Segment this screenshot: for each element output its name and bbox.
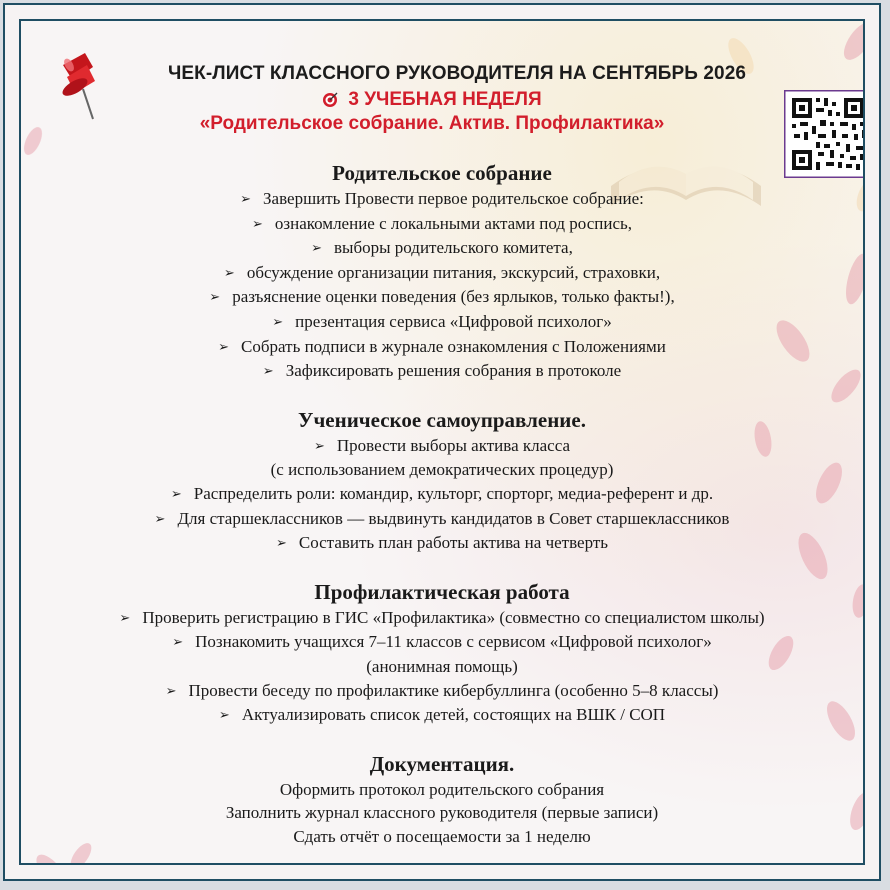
arrow-bullet-icon: ➢: [275, 535, 287, 551]
list-item-continuation: (с использованием демократических процедур): [270, 460, 614, 480]
list-item: Заполнить журнал классного руководителя (первые записи): [225, 803, 659, 823]
list-item: ➢ Зафиксировать решения собрания в протоколе: [21, 359, 863, 384]
target-icon: [322, 92, 338, 108]
list-item: ➢ Составить план работы актива на четверть: [21, 531, 863, 556]
page-title: ЧЕК-ЛИСТ КЛАССНОГО РУКОВОДИТЕЛЯ НА СЕНТЯБРЬ 2026: [167, 63, 747, 84]
section-title: Ученическое самоуправление.: [298, 407, 586, 432]
list-item: ➢ Познакомить учащихся 7–11 классов с сервисом «Цифровой психолог»: [21, 630, 863, 655]
arrow-bullet-icon: ➢: [154, 510, 166, 526]
list-item: ➢ Провести выборы актива класса: [21, 434, 863, 459]
section-title: Профилактическая работа: [314, 579, 570, 604]
list-item: ➢ Распределить роли: командир, культорг, спорторг, медиа-референт и др.: [21, 482, 863, 507]
arrow-bullet-icon: ➢: [262, 363, 274, 379]
week-text: 3 УЧЕБНАЯ НЕДЕЛЯ: [348, 89, 542, 110]
arrow-bullet-icon: ➢: [313, 437, 325, 453]
arrow-bullet-icon: ➢: [272, 313, 284, 329]
week-label: [21, 89, 843, 111]
section-parent-meeting: [21, 159, 863, 384]
section-prevention: [21, 578, 863, 728]
arrow-bullet-icon: ➢: [218, 338, 230, 354]
checklist-content: [21, 159, 863, 865]
checklist-card: [19, 19, 865, 865]
list-item: ➢ Для старшеклассников — выдвинуть кандидатов в Совет старшеклассников: [21, 507, 863, 532]
list-item: Сдать отчёт о посещаемости за 1 неделю: [293, 826, 591, 846]
arrow-bullet-icon: ➢: [165, 682, 177, 698]
section-student-government: [21, 406, 863, 556]
arrow-bullet-icon: ➢: [240, 191, 252, 206]
list-item: ➢ обсуждение организации питания, экскурсий, страховки,: [21, 261, 863, 286]
list-item: ➢ Собрать подписи в журнале ознакомления с Положениями: [21, 335, 863, 360]
list-item-continuation: (анонимная помощь): [366, 656, 518, 676]
section-documentation: [21, 750, 863, 849]
list-item: ➢ Актуализировать список детей, состоящих на ВШК / СОП: [21, 703, 863, 728]
list-item: ➢ ознакомление с локальными актами под роспись,: [21, 212, 863, 237]
arrow-bullet-icon: ➢: [172, 634, 184, 650]
list-item: ➢ Проверить регистрацию в ГИС «Профилактика» (совместно со специалистом школы): [21, 606, 863, 631]
arrow-bullet-icon: ➢: [311, 240, 323, 256]
list-item: ➢ выборы родительского комитета,: [21, 236, 863, 261]
arrow-bullet-icon: ➢: [170, 485, 182, 501]
section-title: Документация.: [369, 751, 515, 776]
list-item: ➢ Завершить Провести первое родительское собрание:: [21, 187, 863, 212]
list-item: ➢ разъяснение оценки поведения (без ярлыков, только факты!),: [21, 285, 863, 310]
arrow-bullet-icon: ➢: [251, 215, 263, 231]
arrow-bullet-icon: ➢: [218, 707, 230, 723]
arrow-bullet-icon: ➢: [223, 264, 235, 280]
list-item: ➢ презентация сервиса «Цифровой психолог»: [21, 310, 863, 335]
header: [21, 63, 863, 135]
outer-frame: [3, 3, 881, 881]
list-item: ➢ Провести беседу по профилактике кибербуллинга (особенно 5–8 классы): [21, 679, 863, 704]
arrow-bullet-icon: ➢: [209, 289, 221, 305]
section-title: Родительское собрание: [332, 161, 552, 185]
arrow-bullet-icon: ➢: [119, 609, 131, 625]
theme-subtitle: «Родительское собрание. Актив. Профилактика»: [199, 113, 665, 134]
list-item: Оформить протокол родительского собрания: [279, 779, 605, 799]
